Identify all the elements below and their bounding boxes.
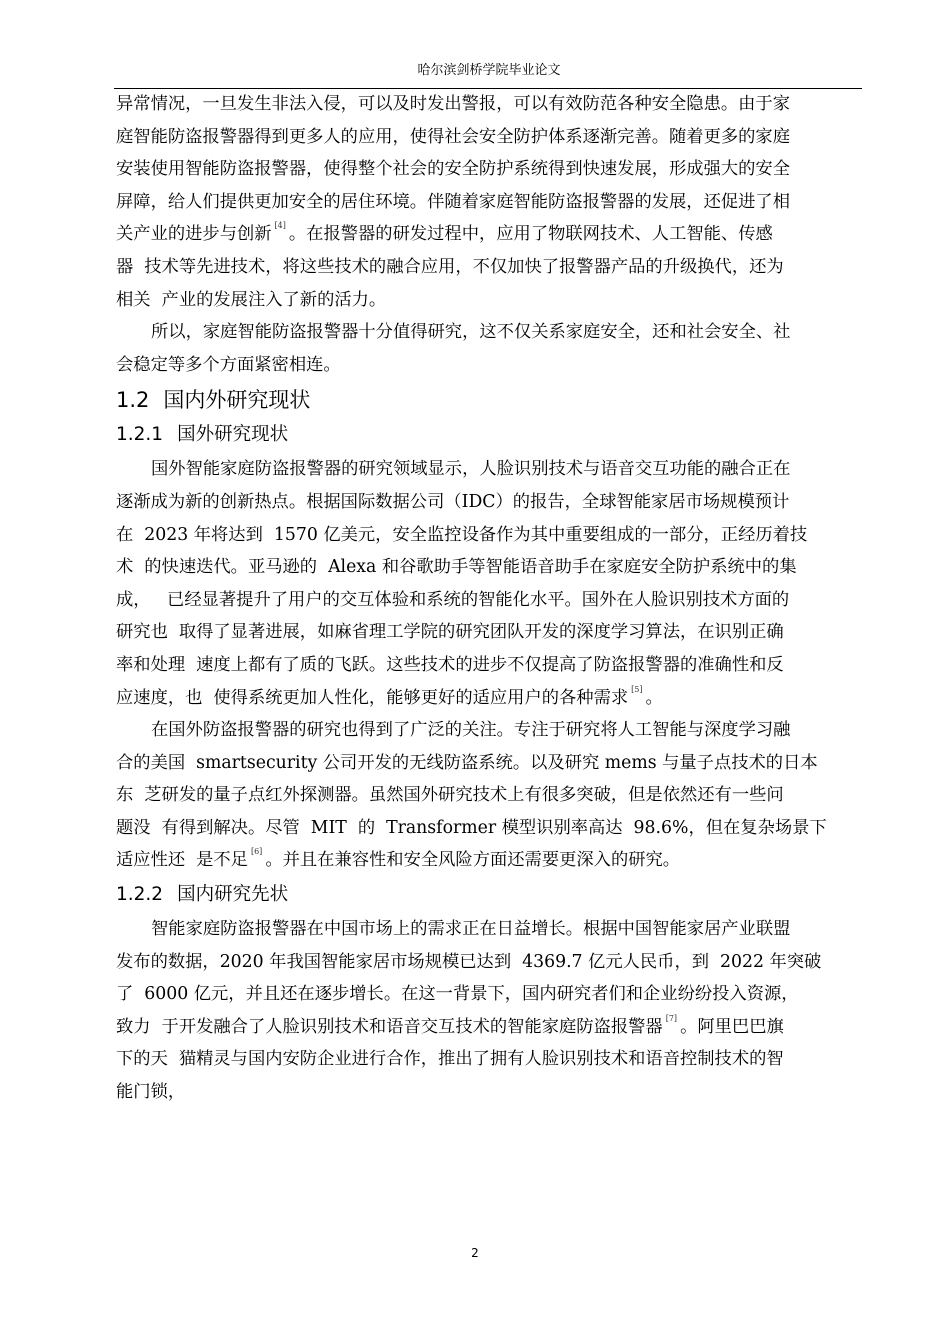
section-number: 1.2 [116, 388, 150, 413]
text-segment: 适应性还 是不足 [116, 850, 248, 871]
text-line: 国外智能家庭防盗报警器的研究领域显示，人脸识别技术与语音交互功能的融合正在 [151, 459, 791, 480]
text-segment: 。 [645, 687, 663, 708]
text-line: 术 的快速迭代。亚马逊的 Alexa 和谷歌助手等智能语音助手在家庭安全防护系统中的集 [116, 557, 797, 578]
text-line: 安装使用智能防盗报警器，使得整个社会的安全防护系统得到快速发展，形成强大的安全 [116, 159, 790, 180]
subsection-number: 1.2.2 [116, 884, 164, 906]
running-header: 哈尔滨剑桥学院毕业论文 [417, 63, 561, 78]
paragraph [116, 316, 860, 381]
text-line: 合的美国 smartsecurity 公司开发的无线防盗系统。以及研究 mems 与量子点技术的日本 [116, 752, 818, 773]
text-line: 下的天 猫精灵与国内安防企业进行合作，推出了拥有人脸识别技术和语音控制技术的智 [116, 1049, 784, 1070]
text-line: 相关 产业的发展注入了新的活力。 [116, 289, 387, 310]
text-line: 率和处理 速度上都有了质的飞跃。这些技术的进步不仅提高了防盗报警器的准确性和反 [116, 654, 784, 675]
citation-ref: [6] [250, 847, 263, 857]
text-line: 在国外防盗报警器的研究也得到了广泛的关注。专注于研究将人工智能与深度学习融 [151, 720, 791, 741]
text-line [116, 844, 860, 877]
text-line: 成， 已经显著提升了用户的交互体验和系统的智能化水平。国外在人脸识别技术方面的 [116, 589, 790, 610]
text-line: 在 2023 年将达到 1570 亿美元，安全监控设备作为其中重要组成的一部分，正经历着技 [116, 524, 808, 545]
text-line: 逐渐成为新的创新热点。根据国际数据公司（IDC）的报告，全球智能家居市场规模预计 [116, 491, 790, 512]
text-segment: 。在报警器的研发过程中，应用了物联网技术、人工智能、传感 [288, 224, 773, 245]
paragraph [116, 453, 860, 714]
paragraph [116, 913, 860, 1109]
subsection-title: 国内研究先状 [177, 884, 289, 906]
subsection-title: 国外研究现状 [177, 424, 289, 446]
citation-ref: [5] [631, 684, 643, 694]
text-segment: 关产业的进步与创新 [116, 224, 272, 245]
paragraph [116, 88, 860, 316]
text-line [116, 1011, 860, 1044]
text-line: 会稳定等多个方面紧密相连。 [116, 354, 341, 375]
text-line: 屏障，给人们提供更加安全的居住环境。伴随着家庭智能防盗报警器的发展，还促进了相 [116, 191, 790, 212]
text-line: 东 芝研发的量子点红外探测器。虽然国外研究技术上有很多突破，但是依然还有一些问 [116, 785, 784, 806]
page-number: 2 [471, 1246, 479, 1260]
subsection-number: 1.2.1 [116, 424, 164, 446]
citation-ref: [7] [665, 1013, 678, 1023]
subsection-heading [116, 879, 860, 911]
text-segment: 。阿里巴巴旗 [680, 1016, 784, 1037]
paragraph [116, 714, 860, 877]
text-line: 发布的数据，2020 年我国智能家居市场规模已达到 4369.7 亿元人民币，到 2022 年突破 [116, 951, 822, 972]
text-line: 研究也 取得了显著进展，如麻省理工学院的研究团队开发的深度学习算法，在识别正确 [116, 622, 784, 643]
text-segment: 。并且在兼容性和安全风险方面还需要更深入的研究。 [265, 850, 681, 871]
citation-ref: [4] [274, 221, 286, 231]
text-line: 智能家庭防盗报警器在中国市场上的需求正在日益增长。根据中国智能家居产业联盟 [151, 919, 791, 940]
text-line: 异常情况，一旦发生非法入侵，可以及时发出警报，可以有效防范各种安全隐患。由于家 [116, 94, 790, 114]
subsection-heading [116, 419, 860, 451]
text-line [116, 682, 860, 715]
text-line: 所以，家庭智能防盗报警器十分值得研究，这不仅关系家庭安全，还和社会安全、社 [151, 322, 791, 343]
text-segment: 应速度，也 使得系统更加人性化，能够更好的适应用户的各种需求 [116, 687, 629, 708]
text-line: 庭智能防盗报警器得到更多人的应用，使得社会安全防护体系逐渐完善。随着更多的家庭 [116, 126, 790, 147]
text-segment: 致力 于开发融合了人脸识别技术和语音交互技术的智能家庭防盗报警器 [116, 1016, 663, 1037]
page-body [116, 88, 860, 1109]
text-line: 能门锁， [116, 1082, 186, 1103]
text-line [116, 218, 860, 251]
text-line: 题没 有得到解决。尽管 MIT 的 Transformer 模型识别率高达 98.6%，但在复杂场景下 [116, 817, 827, 838]
text-line: 了 6000 亿元，并且还在逐步增长。在这一背景下，国内研究者们和企业纷纷投入资源， [116, 984, 799, 1005]
section-heading [116, 383, 860, 417]
text-line: 器 技术等先进技术，将这些技术的融合应用，不仅加快了报警器产品的升级换代，还为 [116, 256, 784, 277]
section-title: 国内外研究现状 [163, 388, 311, 413]
